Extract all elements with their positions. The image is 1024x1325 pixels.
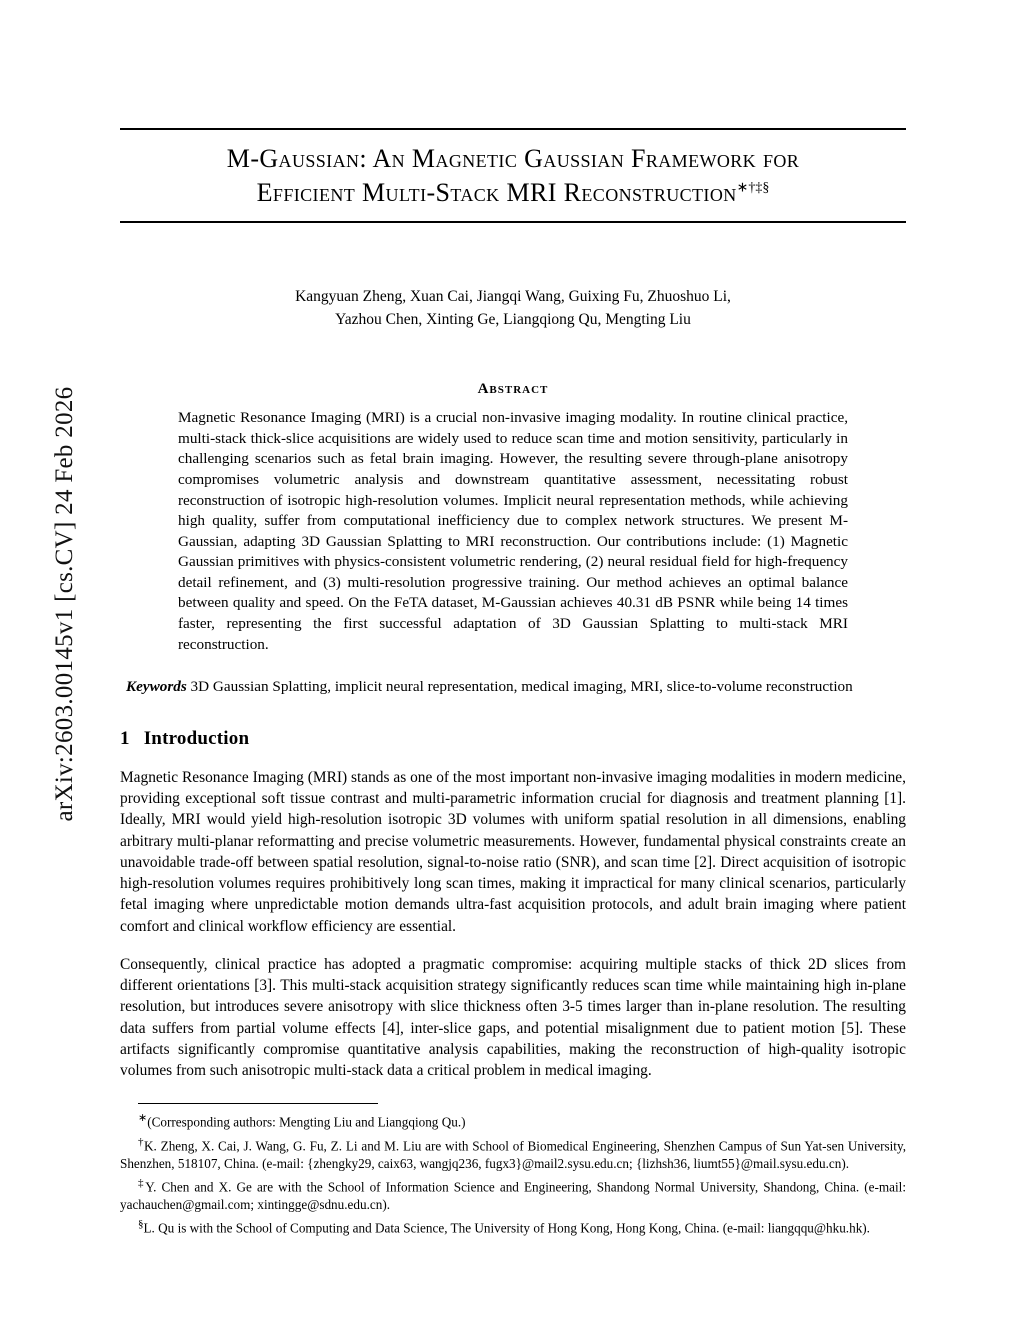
keywords-text: 3D Gaussian Splatting, implicit neural representation, medical imaging, MRI, slice-to-volume reconstruction — [190, 678, 853, 696]
footnote-mark: ‡ — [138, 1176, 146, 1189]
footnote-mark: § — [138, 1217, 144, 1230]
author-line-1: Kangyuan Zheng, Xuan Cai, Jiangqi Wang, Guixing Fu, Zhuoshuo Li, — [295, 287, 731, 305]
title-bottom-rule — [120, 221, 906, 223]
title-line-2-text: Efficient Multi-Stack MRI Reconstruction — [256, 178, 737, 208]
section-number: 1 — [120, 727, 130, 749]
footnote-text: L. Qu is with the School of Computing and Data Science, The University of Hong Kong, Hong Kong, China. (e-mail: liangqqu@hku.hk). — [143, 1220, 870, 1236]
title-top-rule — [120, 128, 906, 130]
title-line-2 — [156, 176, 870, 210]
section-heading-introduction — [120, 728, 906, 750]
footnote-mark: ∗ — [138, 1112, 148, 1125]
abstract-heading: Abstract — [477, 381, 549, 398]
intro-paragraph-2: Consequently, clinical practice has adopted a pragmatic compromise: acquiring multiple stacks of thick 2D slices from different orientations [3]. This multi-stack acquisition strategy significantly reduces scan time while maintaining high in-plane resolution, but introduces severe anisotropy with slice thickness often 3-5 times larger than in-plane resolution. The resulting data suffers from partial volume effects [4], inter-slice gaps, and potential misalignment due to patient motion [5]. These artifacts significantly compromise quantitative analysis capabilities, making the reconstruction of high-quality isotropic volumes from such anisotropic multi-stack data a critical problem in medical imaging. — [120, 955, 906, 1080]
footnote-item — [120, 1217, 906, 1237]
footnote-item — [120, 1135, 906, 1172]
page-title — [156, 142, 870, 211]
footnote-text: K. Zheng, X. Cai, J. Wang, G. Fu, Z. Li and M. Liu are with School of Biomedical Engineering, Shenzhen Campus of Sun Yat-sen University, Shenzhen, 518107, China. (e-mail: {zhengky29, caix63, wangjq236, fugx3}@mail2.sysu.edu.cn; {lizhsh36, liumt55}@mail.sysu.edu.cn). — [120, 1138, 907, 1171]
abstract-text: Magnetic Resonance Imaging (MRI) is a crucial non-invasive imaging modality. In routine clinical practice, multi-stack thick-slice acquisitions are widely used to reduce scan time and motion sensitivity, particularly in challenging scenarios such as fetal brain imaging. However, the resulting severe through-plane anisotropy compromises volumetric analysis and downstream quantitative assessment, necessitating robust reconstruction of isotropic high-resolution volumes. Implicit neural representation methods, while achieving high quality, suffer from computational inefficiency due to complex network structures. We present M-Gaussian, adapting 3D Gaussian Splatting to MRI reconstruction. Our contributions include: (1) Magnetic Gaussian primitives with physics-consistent volumetric rendering, (2) neural residual field for high-frequency detail refinement, and (3) multi-resolution progressive training. Our method achieves an optimal balance between quality and speed. On the FeTA dataset, M-Gaussian achieves 40.31 dB PSNR while being 14 times faster, representing the first successful adaptation of 3D Gaussian Splatting to multi-stack MRI reconstruction. — [178, 409, 848, 653]
footnote-text: Y. Chen and X. Ge are with the School of Information Science and Engineering, Shandong Normal University, Shandong, China. (e-mail: yachauchen@gmail.com; xintingge@sdnu.edu.cn). — [120, 1179, 906, 1212]
title-footnote-marks: ∗†‡§ — [736, 180, 770, 196]
footnote-item — [120, 1176, 906, 1213]
keywords-line — [126, 677, 900, 698]
author-list — [120, 285, 906, 332]
footnote-text: (Corresponding authors: Mengting Liu and Liangqiong Qu.) — [147, 1114, 466, 1130]
title-line-1: M-Gaussian: An Magnetic Gaussian Framework for — [226, 144, 800, 173]
footnote-separator — [138, 1103, 378, 1104]
author-line-2: Yazhou Chen, Xinting Ge, Liangqiong Qu, Mengting Liu — [335, 310, 691, 328]
footnote-mark: † — [138, 1135, 145, 1148]
footnote-block — [120, 1111, 906, 1236]
arxiv-identifier-stamp: arXiv:2603.00145v1 [cs.CV] 24 Feb 2026 — [51, 386, 78, 822]
section-title: Introduction — [143, 727, 250, 749]
footnote-item — [120, 1111, 906, 1131]
intro-paragraph-1: Magnetic Resonance Imaging (MRI) stands as one of the most important non-invasive imaging modalities in modern medicine, providing exceptional soft tissue contrast and multi-parametric information crucial for diagnosis and treatment planning [1]. Ideally, MRI would yield high-resolution isotropic 3D volumes with uniform spatial resolution in all dimensions, enabling arbitrary multi-planar reformatting and precise volumetric measurements. However, fundamental physical constraints create an unavoidable trade-off between spatial resolution, signal-to-noise ratio (SNR), and scan time [2]. Direct acquisition of isotropic high-resolution volumes requires prohibitively long scan times, making it impractical for many clinical scenarios, particularly fetal imaging where unpredictable motion demands ultra-fast acquisition protocols, and adult brain imaging where patient comfort and clinical workflow efficiency are essential. — [120, 768, 906, 935]
paper-content — [120, 0, 906, 1325]
keywords-label: Keywords — [126, 678, 187, 696]
